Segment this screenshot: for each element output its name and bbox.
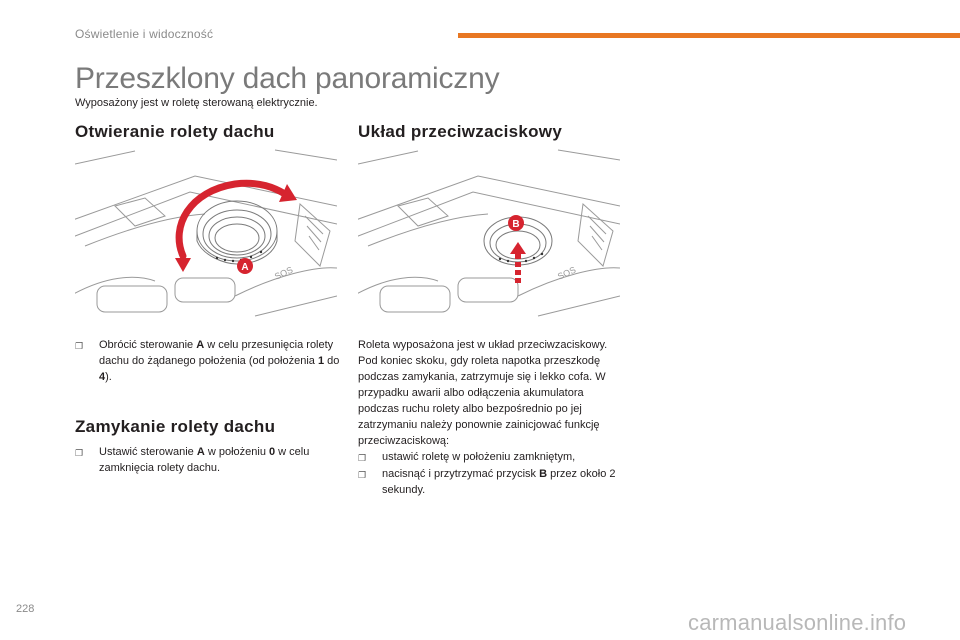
anti-pinch-para1: Roleta wyposażona jest w układ przeciwzaciskowy. [358,339,608,351]
list-item: ❐ ustawić roletę w położeniu zamkniętym, [358,449,618,466]
header-accent-bar [458,33,960,38]
list-item: ❐ nacisnąć i przytrzymać przycisk B przez około 2 sekundy. [358,468,616,496]
checkbox-bullet-icon: ❐ [358,470,367,480]
callout-a: A [241,262,249,273]
checkbox-bullet-icon: ❐ [75,341,84,351]
anti-pinch-para2: Pod koniec skoku, gdy roleta napotka przeszkodę podczas zamykania, zatrzymuje się i lekko cofa. W przypadku awarii albo odłączenia akumulatora podczas ruchu rolety albo bezpośrednio po jej zatrzymaniu należy ponownie zainicjować funkcję przeciwzaciskową: [358,355,606,447]
watermark: carmanualsonline.info [688,610,907,635]
checkbox-bullet-icon: ❐ [358,453,367,463]
callout-b: B [512,219,520,230]
illustration-anti-pinch-button [358,146,620,326]
illustration-rotary-control [75,146,337,326]
page-subtitle: Wyposażony jest w roletę sterowaną elektrycznie. [75,97,318,109]
svg-text:SOS: SOS [555,264,578,282]
list-item: ❐ Ustawić sterowanie A w położeniu 0 w celu zamknięcia rolety dachu. [75,446,310,474]
page-number: 228 [16,603,35,615]
close-instructions [75,444,345,476]
heading-anti-pinch: Układ przeciwzaciskowy [358,122,563,141]
page-title: Przeszklony dach panoramiczny [75,62,500,95]
anti-pinch-description [358,337,618,498]
checkbox-bullet-icon: ❐ [75,448,84,458]
heading-close-blind: Zamykanie rolety dachu [75,417,276,436]
open-instructions [75,337,345,385]
heading-open-blind: Otwieranie rolety dachu [75,122,275,141]
section-header: Oświetlenie i widoczność [75,27,214,41]
list-item: ❐ Obrócić sterowanie A w celu przesunięcia rolety dachu do żądanego położenia (od położenia 1 do 4). [75,339,340,383]
svg-text:SOS: SOS [272,264,295,282]
